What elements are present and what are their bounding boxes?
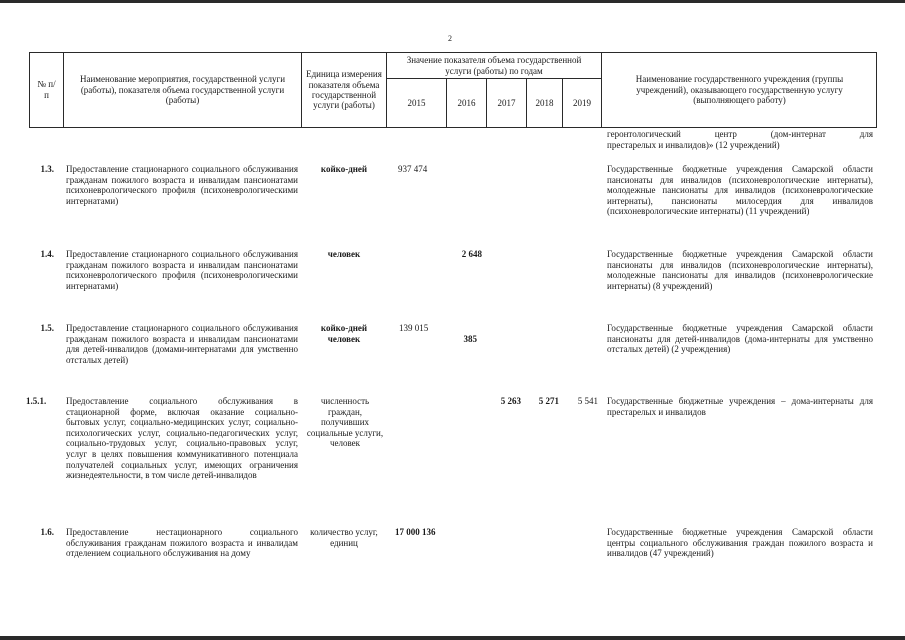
header-year-2018: 2018 xyxy=(535,97,554,108)
row-value-2016: 385 xyxy=(463,334,477,344)
row-number: 1.5. xyxy=(40,323,54,333)
row-number: 1.3. xyxy=(40,164,54,174)
row-unit: численность граждан, получивших социальные услуги, человек xyxy=(306,396,384,449)
row-number: 1.6. xyxy=(40,527,54,537)
row-institution: Государственные бюджетные учреждения Самарской области пансионаты для детей-инвалидов (дома-интернаты для умственно отсталых детей) (2 учреждения) xyxy=(607,323,873,355)
row-value-2018: 5 271 xyxy=(538,396,559,406)
header-col-value-group: Значение показателя объема государственной услуги (работы) по годам xyxy=(406,54,582,76)
row-name: Предоставление социального обслуживания в стационарной форме, включая оказание социально-бытовых услуг, социально-медицинских услуг, социально-психологических услуг, социально-педагогических услуг, социально-трудовых услуг, социально-правовых услуг, услуг в целях повышения коммуникативного потенциала получателей социальных услуг, имеющих ограничения жизнедеятельности, в том числе детей-инвалидов xyxy=(66,396,298,481)
header-year-2015: 2015 xyxy=(407,97,426,108)
row-unit: человек xyxy=(327,249,361,259)
row-value-2019: 5 541 xyxy=(577,396,598,406)
top-border xyxy=(0,0,905,3)
row-name: Предоставление стационарного социального обслуживания гражданам пожилого возраста и инвалидам пансионатами психоневрологического профиля (психоневрологическими интернатами) xyxy=(66,164,298,206)
row-number: 1.5.1. xyxy=(26,396,47,406)
row-institution: Государственные бюджетные учреждения Самарской области пансионаты для инвалидов (психоневрологические интернаты), молодежные пансионаты для инвалидов (психоневрологические интернаты) (8 учреждений) xyxy=(607,249,873,291)
row-unit-secondary: человек xyxy=(327,334,361,344)
row-unit: койко-дней xyxy=(320,164,368,174)
row-name: Предоставление стационарного социального обслуживания гражданам пожилого возраста и инвалидам пансионатами для детей-инвалидов (домами-интернатами для умственно отсталых детей) xyxy=(66,323,298,365)
row-value-2015: 139 015 xyxy=(399,323,429,333)
row-institution: Государственные бюджетные учреждения – дома-интернаты для престарелых и инвалидов xyxy=(607,396,873,417)
row-value-2015: 937 474 xyxy=(398,164,428,174)
row-value-2016: 2 648 xyxy=(461,249,482,259)
continuation-line-1: геронтологический центр (дом-интернат для xyxy=(607,129,873,139)
continuation-line-2: престарелых и инвалидов)» (12 учреждений) xyxy=(607,139,780,150)
row-number: 1.4. xyxy=(40,249,54,259)
row-institution: Государственные бюджетные учреждения Самарской области центры социального обслуживания граждан пожилого возраста и инвалидов (47 учреждений) xyxy=(607,527,873,559)
row-institution: Государственные бюджетные учреждения Самарской области пансионаты для инвалидов (психоневрологические интернаты), молодежные пансионаты для инвалидов (психоневрологические интернаты), пансионаты милосердия для инвалидов (психоневрологические интернаты) (11 учреждений) xyxy=(607,164,873,217)
row-name: Предоставление нестационарного социального обслуживания гражданам пожилого возраста и инвалидам отделением социального обслуживания на дому xyxy=(66,527,298,559)
row-value-2017: 5 263 xyxy=(500,396,521,406)
bottom-border xyxy=(0,636,905,640)
header-col-number: № п/п xyxy=(37,79,56,100)
header-year-2019: 2019 xyxy=(573,97,591,108)
continuation-text xyxy=(607,129,873,150)
header-year-2016: 2016 xyxy=(457,97,476,108)
row-unit: койко-дней xyxy=(320,323,368,333)
header-col-unit: Единица измерения показателя объема государственной услуги (работы) xyxy=(306,69,382,111)
row-unit: количество услуг, единиц xyxy=(310,527,378,548)
header-col-name: Наименование мероприятия, государственной услуги (работы), показателя объема государственной услуги (работы) xyxy=(79,74,286,106)
row-name: Предоставление стационарного социального обслуживания гражданам пожилого возраста и инвалидам пансионатами психоневрологического профиля (психоневрологическими интернатами) xyxy=(66,249,298,291)
header-col-institution: Наименование государственного учреждения (группы учреждений), оказывающего государственную услугу (выполняющего работу) xyxy=(635,74,844,106)
header-year-2017: 2017 xyxy=(497,97,516,108)
row-value-2015: 17 000 136 xyxy=(395,527,436,537)
page-number: 2 xyxy=(448,34,452,43)
